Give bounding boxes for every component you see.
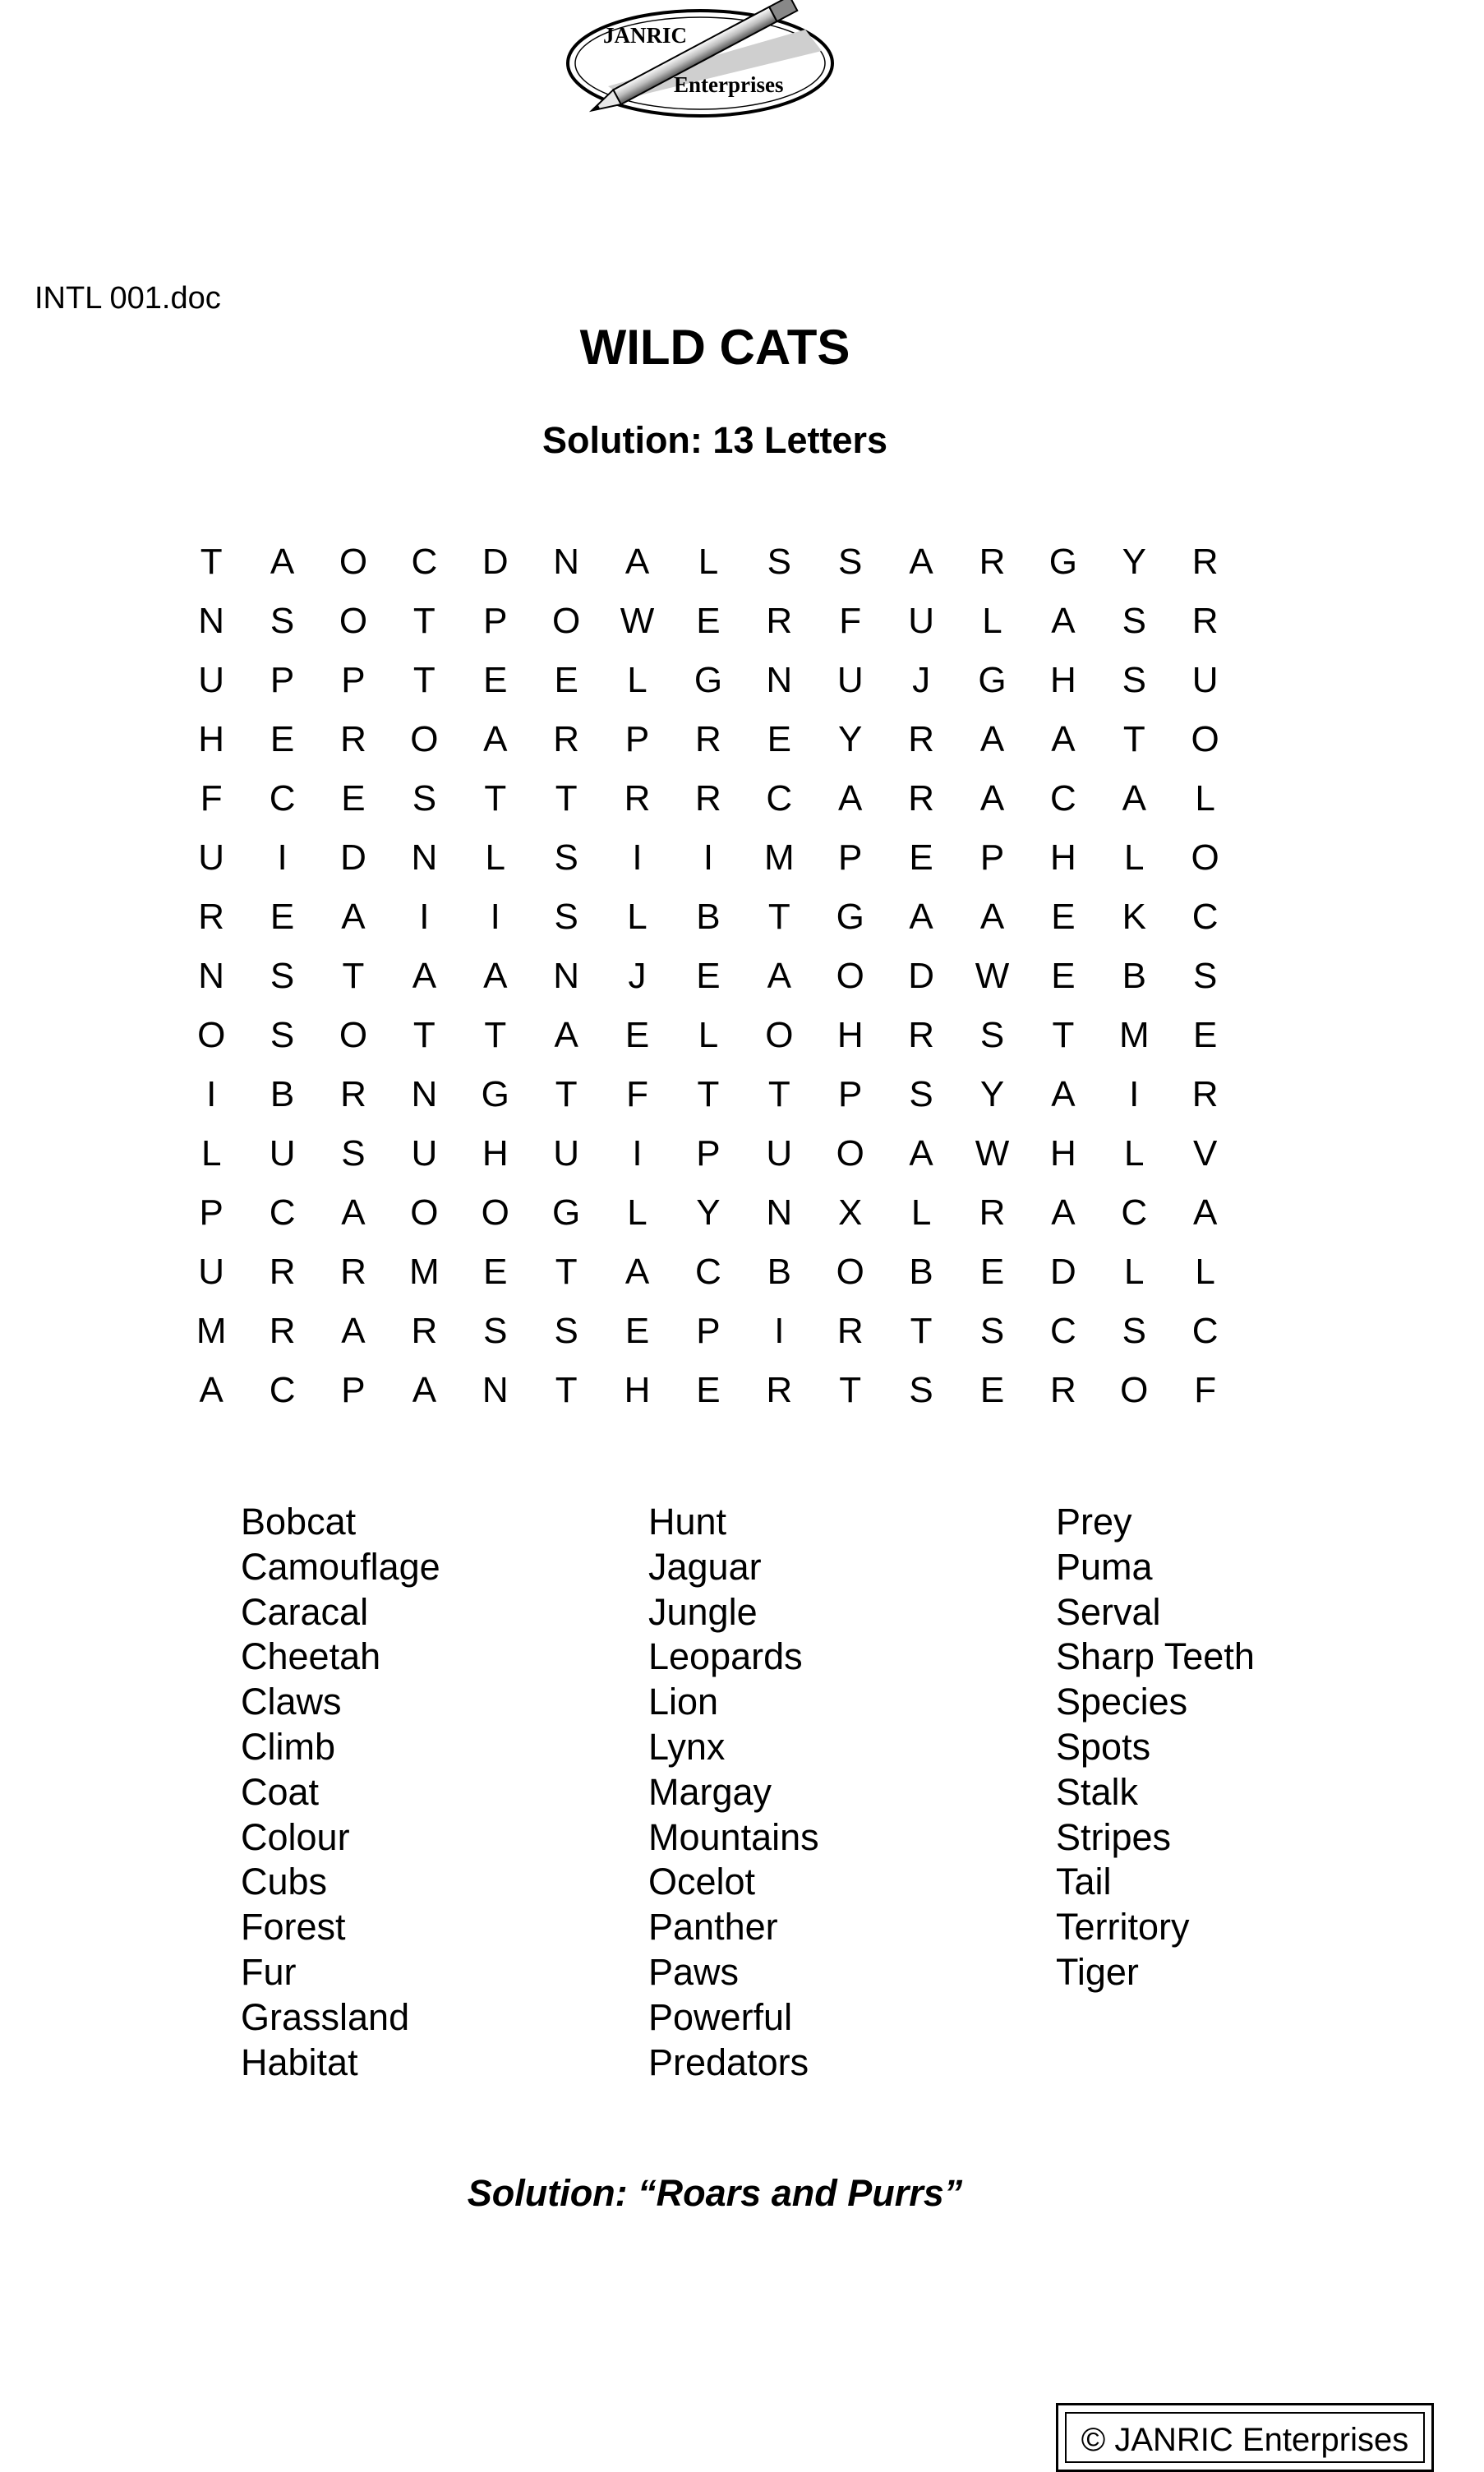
grid-cell: T	[1122, 719, 1145, 759]
grid-cell: U	[411, 1133, 438, 1174]
grid-cell: U	[198, 1252, 225, 1292]
grid-cell: H	[836, 1015, 864, 1055]
grid-cell: B	[696, 897, 721, 937]
grid-cell: R	[908, 778, 934, 819]
grid-cell: O	[836, 1133, 864, 1174]
grid-cell: S	[483, 1311, 508, 1351]
grid-cell: L	[485, 837, 505, 878]
grid-cell: A	[270, 542, 295, 582]
grid-cell: T	[555, 1252, 578, 1292]
svg-text:Enterprises: Enterprises	[674, 72, 784, 97]
grid-cell: P	[624, 719, 650, 759]
grid-cell: T	[910, 1311, 933, 1351]
grid-cell: O	[197, 1015, 226, 1055]
grid-cell: G	[978, 660, 1007, 700]
grid-cell: C	[1121, 1192, 1148, 1233]
grid-cell: P	[979, 837, 1005, 878]
grid-cell: N	[482, 1370, 509, 1410]
grid-cell: T	[555, 1370, 578, 1410]
grid-cell: H	[1049, 1133, 1076, 1174]
word-list-item: Ocelot	[648, 1861, 756, 1903]
grid-cell: P	[341, 660, 366, 700]
grid-cell: S	[1122, 660, 1146, 700]
grid-cell: U	[553, 1133, 580, 1174]
grid-cell: E	[696, 1370, 721, 1410]
grid-cell: E	[483, 1252, 508, 1292]
grid-cell: S	[1192, 956, 1218, 996]
word-list-item: Tail	[1056, 1861, 1112, 1903]
grid-cell: L	[698, 542, 719, 582]
grid-cell: N	[553, 956, 580, 996]
grid-cell: O	[339, 1015, 368, 1055]
grid-cell: T	[342, 956, 365, 996]
grid-cell: A	[1051, 719, 1076, 759]
grid-cell: I	[490, 897, 500, 937]
grid-cell: N	[553, 542, 580, 582]
grid-cell: E	[341, 778, 366, 819]
word-list-item: Territory	[1056, 1906, 1190, 1949]
grid-cell: U	[766, 1133, 793, 1174]
grid-cell: A	[341, 1192, 366, 1233]
grid-cell: R	[908, 1015, 934, 1055]
grid-cell: M	[409, 1252, 440, 1292]
grid-cell: C	[1191, 1311, 1219, 1351]
grid-cell: L	[1195, 1252, 1215, 1292]
word-list-item: Bobcat	[241, 1501, 357, 1543]
grid-cell: A	[412, 956, 437, 996]
grid-cell: L	[1124, 1133, 1145, 1174]
grid-cell: I	[419, 897, 430, 937]
grid-cell: R	[340, 1252, 366, 1292]
grid-cell: H	[482, 1133, 509, 1174]
grid-cell: E	[270, 897, 295, 937]
grid-cell: E	[1051, 897, 1076, 937]
grid-cell: L	[982, 601, 1002, 641]
grid-cell: R	[695, 719, 721, 759]
grid-cell: B	[270, 1074, 295, 1114]
grid-cell: C	[1049, 778, 1076, 819]
word-list-item: Tiger	[1056, 1950, 1139, 1993]
grid-cell: A	[1122, 778, 1146, 819]
grid-cell: C	[766, 778, 793, 819]
grid-cell: P	[199, 1192, 224, 1233]
grid-cell: P	[341, 1370, 366, 1410]
grid-cell: I	[774, 1311, 785, 1351]
grid-cell: N	[766, 660, 793, 700]
grid-cell: P	[696, 1133, 721, 1174]
grid-cell: E	[554, 660, 578, 700]
grid-cell: C	[411, 542, 438, 582]
grid-cell: Y	[1122, 542, 1146, 582]
word-list-item: Jaguar	[648, 1545, 762, 1588]
grid-cell: N	[411, 837, 438, 878]
grid-cell: S	[554, 1311, 578, 1351]
grid-cell: G	[552, 1192, 581, 1233]
grid-cell: M	[196, 1311, 227, 1351]
grid-cell: A	[1192, 1192, 1218, 1233]
grid-cell: S	[1122, 601, 1146, 641]
grid-cell: T	[697, 1074, 720, 1114]
grid-cell: R	[1191, 542, 1219, 582]
grid-cell: L	[627, 897, 648, 937]
grid-cell: A	[199, 1370, 224, 1410]
grid-cell: C	[1049, 1311, 1076, 1351]
grid-cell: S	[838, 542, 863, 582]
grid-cell: E	[483, 660, 508, 700]
grid-cell: N	[198, 601, 225, 641]
grid-cell: P	[838, 1074, 863, 1114]
grid-cell: C	[695, 1252, 721, 1292]
grid-cell: T	[767, 897, 790, 937]
grid-cell: T	[412, 601, 436, 641]
grid-cell: E	[909, 837, 933, 878]
word-list-item: Cubs	[241, 1861, 328, 1903]
word-list-item: Paws	[648, 1950, 740, 1993]
word-list	[241, 1500, 1302, 2085]
word-list-item: Colour	[241, 1815, 350, 1858]
grid-cell: E	[270, 719, 295, 759]
copyright-box	[1056, 2403, 1434, 2472]
word-list-item: Serval	[1056, 1590, 1161, 1633]
grid-cell: B	[1122, 956, 1146, 996]
page-title: WILD CATS	[579, 320, 850, 375]
copyright-text: © JANRIC Enterprises	[1065, 2412, 1425, 2463]
grid-cell: G	[481, 1074, 509, 1114]
grid-cell: T	[200, 542, 223, 582]
grid-cell: R	[340, 1074, 366, 1114]
grid-cell: S	[270, 1015, 295, 1055]
grid-cell: Y	[838, 719, 863, 759]
grid-cell: R	[1049, 1370, 1076, 1410]
grid-cell: S	[270, 956, 295, 996]
grid-cell: R	[836, 1311, 864, 1351]
word-list-item: Hunt	[648, 1501, 727, 1543]
grid-cell: W	[975, 1133, 1010, 1174]
word-list-item: Spots	[1056, 1725, 1151, 1768]
grid-cell: T	[412, 660, 436, 700]
grid-cell: U	[198, 837, 225, 878]
grid-cell: N	[766, 1192, 793, 1233]
grid-cell: A	[1051, 1074, 1076, 1114]
grid-cell: M	[1118, 1015, 1150, 1055]
grid-cell: W	[975, 956, 1010, 996]
grid-cell: T	[555, 778, 578, 819]
word-column	[241, 1500, 648, 2085]
grid-cell: A	[624, 542, 650, 582]
grid-cell: N	[198, 956, 225, 996]
grid-cell: R	[340, 719, 366, 759]
grid-cell: V	[1192, 1133, 1218, 1174]
grid-cell: B	[909, 1252, 933, 1292]
grid-cell: S	[979, 1311, 1005, 1351]
grid-cell: R	[695, 778, 721, 819]
grid-cell: C	[269, 1192, 296, 1233]
grid-cell: R	[269, 1311, 296, 1351]
grid-cell: R	[553, 719, 580, 759]
grid-cell: L	[910, 1192, 932, 1233]
grid-cell: S	[270, 601, 295, 641]
word-column	[1056, 1500, 1302, 2085]
grid-cell: H	[1049, 660, 1076, 700]
grid-cell: F	[626, 1074, 648, 1114]
grid-cell: L	[1124, 1252, 1145, 1292]
grid-cell: T	[1052, 1015, 1075, 1055]
word-list-item: Puma	[1056, 1545, 1153, 1588]
grid-cell: U	[908, 601, 934, 641]
grid-cell: S	[412, 778, 437, 819]
grid-cell: S	[909, 1074, 933, 1114]
word-list-item: Prey	[1056, 1501, 1132, 1543]
grid-cell: A	[412, 1370, 437, 1410]
grid-cell: A	[767, 956, 791, 996]
grid-cell: O	[836, 956, 864, 996]
solution-text: Solution: “Roars and Purrs”	[467, 2172, 963, 2214]
grid-cell: C	[269, 778, 296, 819]
grid-cell: T	[767, 1074, 790, 1114]
word-list-item: Powerful	[648, 1995, 793, 2038]
grid-cell: B	[767, 1252, 791, 1292]
grid-cell: O	[1191, 719, 1219, 759]
grid-cell: W	[620, 601, 655, 641]
grid-cell: I	[632, 837, 643, 878]
puzzle-subtitle: Solution: 13 Letters	[542, 419, 888, 461]
grid-cell: Y	[979, 1074, 1005, 1114]
grid-cell: G	[1048, 542, 1077, 582]
grid-cell: R	[1191, 1074, 1219, 1114]
grid-cell: E	[767, 719, 791, 759]
grid-cell: U	[198, 660, 225, 700]
grid-cell: R	[766, 601, 793, 641]
word-list-item: Climb	[241, 1725, 336, 1768]
grid-cell: P	[838, 837, 863, 878]
grid-cell: T	[412, 1015, 436, 1055]
grid-cell: J	[628, 956, 647, 996]
grid-cell: L	[1195, 778, 1215, 819]
grid-cell: L	[627, 660, 648, 700]
grid-cell: A	[909, 1133, 933, 1174]
grid-cell: A	[838, 778, 863, 819]
document-filename: INTL 001.doc	[35, 281, 221, 316]
grid-cell: H	[624, 1370, 651, 1410]
grid-cell: I	[1129, 1074, 1140, 1114]
grid-cell: O	[836, 1252, 864, 1292]
grid-cell: D	[340, 837, 366, 878]
grid-cell: S	[554, 837, 578, 878]
grid-cell: D	[908, 956, 934, 996]
word-list-item: Predators	[648, 2041, 809, 2083]
word-list-item: Leopards	[648, 1635, 803, 1678]
grid-cell: O	[1120, 1370, 1149, 1410]
grid-cell: O	[765, 1015, 794, 1055]
grid-cell: P	[483, 601, 508, 641]
grid-cell: L	[200, 1133, 222, 1174]
grid-cell: A	[624, 1252, 650, 1292]
word-list-item: Cheetah	[241, 1635, 381, 1678]
grid-cell: D	[1049, 1252, 1076, 1292]
grid-cell: T	[484, 778, 507, 819]
grid-cell: U	[1191, 660, 1219, 700]
grid-cell: R	[908, 719, 934, 759]
grid-cell: F	[1194, 1370, 1217, 1410]
grid-cell: O	[410, 719, 439, 759]
grid-cell: O	[481, 1192, 509, 1233]
grid-cell: I	[277, 837, 288, 878]
word-list-item: Caracal	[241, 1590, 369, 1633]
grid-cell: E	[624, 1015, 650, 1055]
grid-cell: C	[1191, 897, 1219, 937]
grid-cell: C	[269, 1370, 296, 1410]
grid-cell: R	[1191, 601, 1219, 641]
grid-cell: P	[270, 660, 295, 700]
word-column	[648, 1500, 1056, 2085]
grid-cell: A	[341, 897, 366, 937]
grid-cell: A	[554, 1015, 578, 1055]
grid-cell: O	[552, 601, 581, 641]
grid-cell: A	[1051, 1192, 1076, 1233]
grid-cell: A	[483, 719, 508, 759]
grid-cell: Y	[696, 1192, 721, 1233]
word-list-item: Fur	[241, 1950, 297, 1993]
grid-cell: S	[341, 1133, 366, 1174]
word-list-item: Mountains	[648, 1815, 819, 1858]
grid-cell: A	[979, 778, 1005, 819]
word-list-item: Panther	[648, 1906, 778, 1949]
grid-cell: T	[484, 1015, 507, 1055]
grid-cell: G	[694, 660, 723, 700]
grid-cell: A	[909, 542, 933, 582]
grid-cell: L	[627, 1192, 648, 1233]
grid-cell: R	[979, 542, 1006, 582]
grid-cell: P	[696, 1311, 721, 1351]
grid-cell: E	[1051, 956, 1076, 996]
word-list-item: Lion	[648, 1681, 719, 1723]
grid-cell: E	[696, 601, 721, 641]
grid-cell: I	[632, 1133, 643, 1174]
grid-cell: A	[341, 1311, 366, 1351]
word-list-item: Lynx	[648, 1725, 726, 1768]
grid-cell: R	[766, 1370, 793, 1410]
word-list-item: Coat	[241, 1770, 320, 1813]
grid-cell: A	[1051, 601, 1076, 641]
grid-cell: A	[909, 897, 933, 937]
grid-cell: R	[269, 1252, 296, 1292]
grid-cell: H	[1049, 837, 1076, 878]
word-list-item: Camouflage	[241, 1545, 440, 1588]
grid-cell: E	[624, 1311, 650, 1351]
grid-cell: R	[411, 1311, 438, 1351]
word-list-item: Habitat	[241, 2041, 358, 2083]
grid-cell: K	[1122, 897, 1146, 937]
grid-cell: L	[698, 1015, 719, 1055]
grid-cell: E	[696, 956, 721, 996]
grid-cell: E	[979, 1252, 1005, 1292]
grid-cell: N	[411, 1074, 438, 1114]
word-list-item: Stalk	[1056, 1770, 1139, 1813]
grid-cell: D	[482, 542, 509, 582]
grid-cell: I	[703, 837, 714, 878]
word-list-item: Jungle	[648, 1590, 758, 1633]
grid-cell: J	[912, 660, 931, 700]
grid-cell: S	[909, 1370, 933, 1410]
grid-cell: S	[1122, 1311, 1146, 1351]
word-list-item: Sharp Teeth	[1056, 1635, 1255, 1678]
grid-cell: G	[836, 897, 864, 937]
grid-cell: U	[269, 1133, 296, 1174]
grid-cell: A	[483, 956, 508, 996]
grid-cell: A	[979, 897, 1005, 937]
janric-logo	[559, 0, 845, 123]
grid-cell: M	[763, 837, 795, 878]
grid-cell: T	[555, 1074, 578, 1114]
grid-cell: S	[979, 1015, 1005, 1055]
letter-grid	[176, 533, 1241, 1420]
grid-cell: F	[839, 601, 862, 641]
grid-cell: O	[1191, 837, 1219, 878]
word-list-item: Forest	[241, 1906, 346, 1949]
grid-cell: O	[339, 601, 368, 641]
grid-cell: A	[979, 719, 1005, 759]
grid-cell: H	[198, 719, 225, 759]
word-list-item: Stripes	[1056, 1815, 1172, 1858]
grid-cell: I	[206, 1074, 217, 1114]
grid-cell: T	[839, 1370, 862, 1410]
grid-cell: R	[979, 1192, 1006, 1233]
grid-cell: R	[198, 897, 225, 937]
word-list-item: Grassland	[241, 1995, 410, 2038]
grid-cell: F	[200, 778, 223, 819]
word-list-item: Margay	[648, 1770, 772, 1813]
grid-cell: E	[979, 1370, 1005, 1410]
grid-cell: X	[838, 1192, 863, 1233]
grid-cell: O	[410, 1192, 439, 1233]
word-list-item: Claws	[241, 1681, 342, 1723]
grid-cell: O	[339, 542, 368, 582]
grid-cell: E	[1192, 1015, 1218, 1055]
grid-cell: S	[554, 897, 578, 937]
grid-cell: S	[767, 542, 791, 582]
grid-cell: U	[836, 660, 864, 700]
grid-cell: L	[1124, 837, 1145, 878]
svg-text:JANRIC: JANRIC	[603, 23, 688, 48]
word-list-item: Species	[1056, 1681, 1188, 1723]
grid-cell: R	[624, 778, 651, 819]
